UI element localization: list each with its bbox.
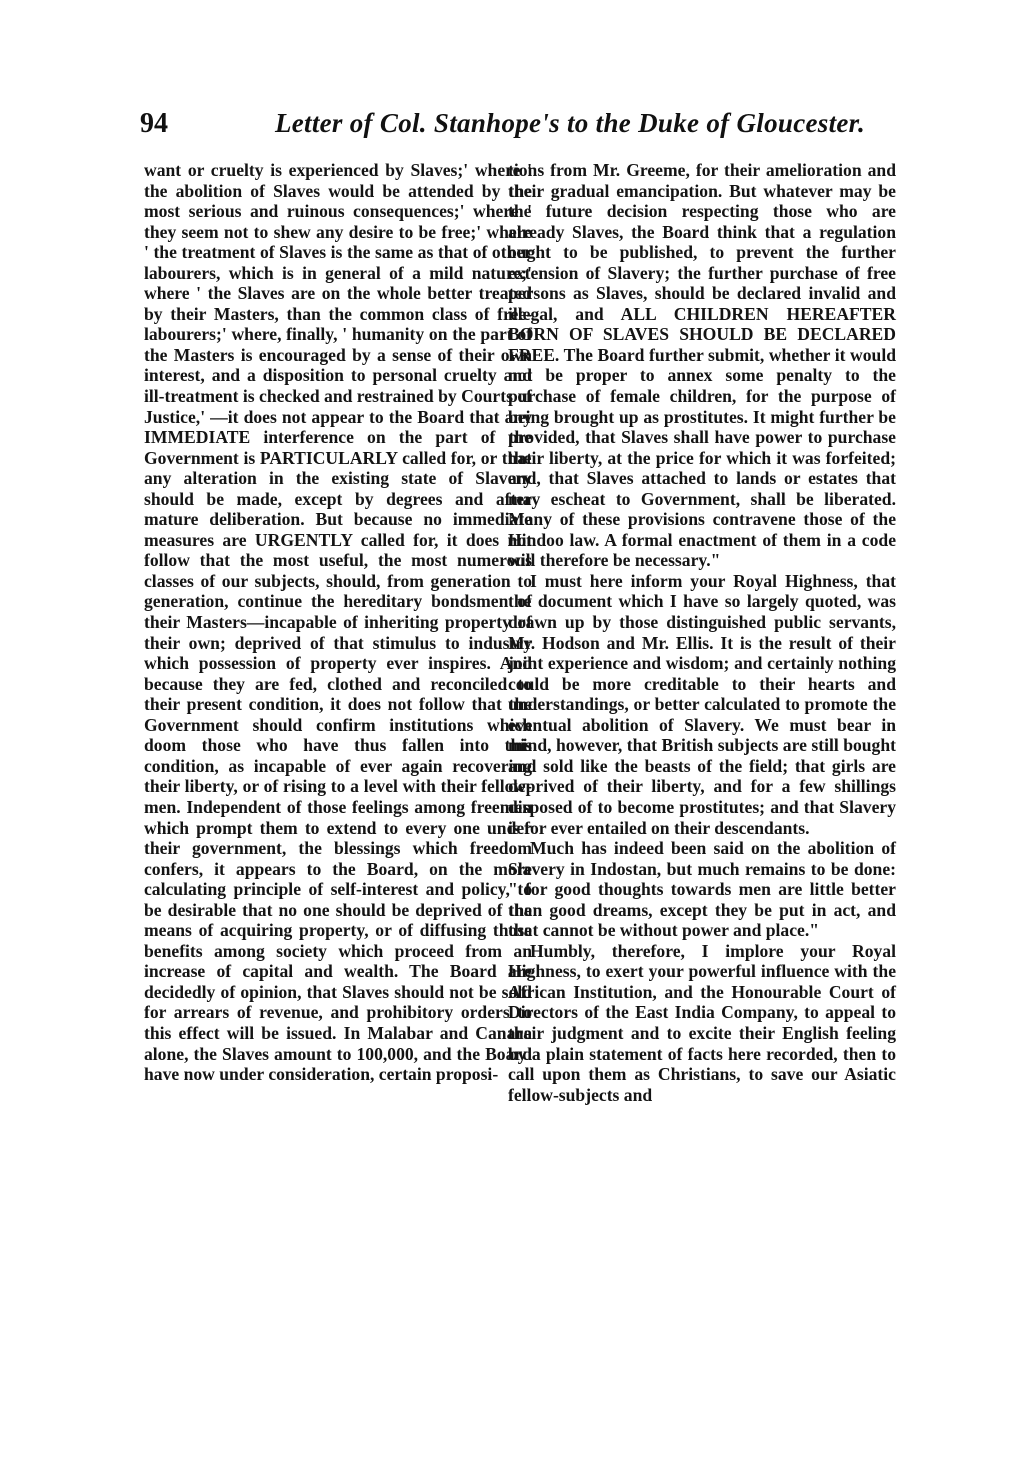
right-paragraph-4: Humbly, therefore, I implore your Royal Highness, to exert your powerful influence with the African Institution, and the Honourable Court of Directors of the East India Company, to appeal to their judgment and to excite their English feeling by a plain statement of facts here recorded, then to call upon them as Christians, to save our Asiatic fellow-subjects and	[508, 940, 896, 1105]
running-title: Letter of Col. Stanhope's to the Duke of Gloucester.	[274, 108, 866, 138]
left-column	[144, 160, 532, 1085]
right-column	[508, 160, 896, 1105]
page-number: 94	[140, 108, 168, 139]
right-paragraph-3: Much has indeed been said on the abolition of Slavery in Indostan, but much remains to be done: " for good thoughts towards men are little better than good dreams, except they be put in act, and that cannot be without power and place."	[508, 838, 896, 941]
right-paragraph-1: tions from Mr. Greeme, for their amelioration and their gradual emancipation. But whatever may be the future decision respecting those who are already Slaves, the Board think that a regulation ought to be published, to prevent the further extension of Slavery; the further purchase of free persons as Slaves, should be declared invalid and illegal, and ALL CHILDREN HEREAFTER BORN OF SLAVES SHOULD BE DECLARED FREE. The Board further submit, whether it would not be proper to annex some penalty to the purchase of female children, for the purpose of being brought up as prostitutes. It might further be provided, that Slaves shall have power to purchase their liberty, at the price for which it was forfeited; and, that Slaves attached to lands or estates that may escheat to Government, shall be liberated. Many of these provisions contravene those of the Hindoo law. A formal enactment of them in a code will therefore be necessary."	[508, 160, 896, 571]
right-paragraph-2: I must here inform your Royal Highness, that the document which I have so largely quoted, was drawn up by those distinguished public servants, Mr. Hodson and Mr. Ellis. It is the result of their joint experience and wisdom; and certainly nothing could be more creditable to their hearts and understandings, or better calculated to promote the eventual abolition of Slavery. We must bear in mind, however, that British subjects are still bought and sold like the beasts of the field; that girls are deprived of their liberty, and for a few shillings disposed of to become prostitutes; and that Slavery is for ever entailed on their descendants.	[508, 570, 896, 838]
page-header	[140, 108, 900, 152]
left-paragraph-1: want or cruelty is experienced by Slaves;' where ' the abolition of Slaves would be attended by the most serious and ruinous consequences;' where ' they seem not to shew any desire to be free;' where ' the treatment of Slaves is the same as that of other labourers, which is in general of a mild nature;' where ' the Slaves are on the whole better treated by their Masters, than the common class of free-labourers;' where, finally, ' humanity on the part of the Masters is encouraged by a sense of their own interest, and a disposition to personal cruelty and ill-treatment is checked and restrained by Courts of Justice,' —it does not appear to the Board that any IMMEDIATE interference on the part of the Government is PARTICULARLY called for, or that any alteration in the existing state of Slavery should be made, except by degrees and after mature deliberation. But because no immediate measures are URGENTLY called for, it does not follow that the most useful, the most numerous classes of our subjects, should, from generation to generation, continue the hereditary bondsmen of their Masters—incapable of inheriting property of their own; deprived of that stimulus to industry which possession of property ever inspires. And because they are fed, clothed and reconciled to their present condition, it does not follow that the Government should confirm institutions which doom those who have thus fallen into this condition, as incapable of ever again recovering their liberty, or of rising to a level with their fellow-men. Independent of those feelings among freemen which prompt them to extend to every one under their government, the blessings which freedom confers, it appears to the Board, on the more calculating principle of self-interest and policy, to be desirable that no one should be deprived of the means of acquiring property, or of diffusing those benefits among society which proceed from an increase of capital and wealth. The Board are decidedly of opinion, that Slaves should not be sold for arrears of revenue, and prohibitory orders to this effect will be issued. In Malabar and Canara alone, the Slaves amount to 100,000, and the Board have now under consideration, certain proposi-	[144, 160, 532, 1085]
